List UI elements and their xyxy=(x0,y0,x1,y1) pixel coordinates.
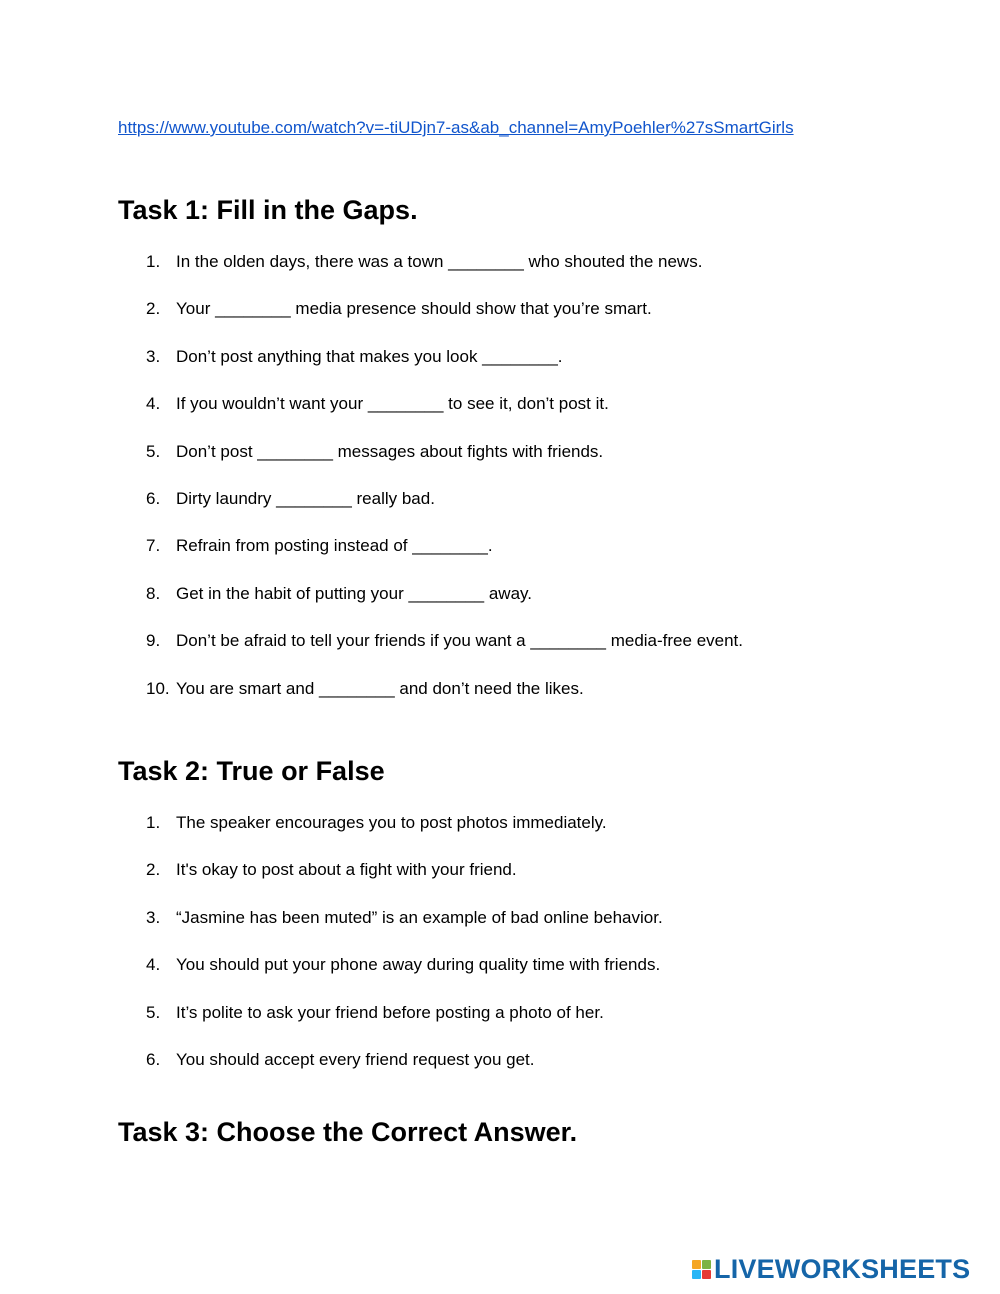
item-text: “Jasmine has been muted” is an example of bad online behavior. xyxy=(176,907,663,927)
item-number: 5. xyxy=(146,1002,161,1022)
item-number: 2. xyxy=(146,299,161,319)
item-number: 6. xyxy=(146,488,161,508)
logo-text: LIVEWORKSHEETS xyxy=(714,1253,971,1284)
logo-tile xyxy=(692,1260,701,1269)
list-item xyxy=(146,1050,663,1097)
item-text: Don’t post ________ messages about fights with friends. xyxy=(176,441,604,461)
logo-tile xyxy=(692,1270,701,1279)
list-item xyxy=(146,347,743,394)
list-item xyxy=(146,299,743,346)
item-number: 7. xyxy=(146,536,161,556)
item-text: It’s polite to ask your friend before posting a photo of her. xyxy=(176,1002,604,1022)
item-text: Dirty laundry ________ really bad. xyxy=(176,488,435,508)
list-item xyxy=(146,1003,663,1050)
item-number: 6. xyxy=(146,1049,161,1069)
task1-title: Task 1: Fill in the Gaps. xyxy=(118,195,418,225)
item-number: 4. xyxy=(146,394,161,414)
logo-tile xyxy=(702,1270,711,1279)
item-text: You are smart and ________ and don’t need the likes. xyxy=(176,678,584,698)
item-text: Don’t post anything that makes you look ________. xyxy=(176,346,563,366)
list-item xyxy=(146,860,663,907)
item-text: Don’t be afraid to tell your friends if you want a ________ media-free event. xyxy=(176,631,744,651)
item-number: 8. xyxy=(146,583,161,603)
youtube-link[interactable]: https://www.youtube.com/watch?v=-tiUDjn7-as&ab_channel=AmyPoehler%27sSmartGirls xyxy=(118,118,794,137)
item-text: In the olden days, there was a town ________ who shouted the news. xyxy=(176,252,703,271)
item-number: 3. xyxy=(146,907,161,927)
item-number: 3. xyxy=(146,346,161,366)
item-text: You should accept every friend request you get. xyxy=(176,1049,535,1069)
item-number: 5. xyxy=(146,441,161,461)
liveworksheets-logo xyxy=(692,1254,970,1284)
list-item xyxy=(146,813,663,860)
item-number: 2. xyxy=(146,860,161,880)
item-number: 10. xyxy=(146,678,170,698)
logo-tile xyxy=(702,1260,711,1269)
item-text: The speaker encourages you to post photos immediately. xyxy=(176,813,607,832)
list-item xyxy=(146,536,743,583)
list-item xyxy=(146,442,743,489)
task1-list xyxy=(146,252,743,726)
item-number: 9. xyxy=(146,631,161,651)
list-item xyxy=(146,394,743,441)
list-item xyxy=(146,955,663,1002)
item-number: 4. xyxy=(146,955,161,975)
list-item xyxy=(146,908,663,955)
item-text: Refrain from posting instead of ________. xyxy=(176,536,493,556)
task2-title: Task 2: True or False xyxy=(118,756,385,786)
item-number: 1. xyxy=(146,252,161,271)
list-item xyxy=(146,252,743,299)
item-text: It's okay to post about a fight with your friend. xyxy=(176,860,517,880)
task2-list xyxy=(146,813,663,1097)
list-item xyxy=(146,679,743,726)
list-item xyxy=(146,584,743,631)
item-text: Get in the habit of putting your ________ away. xyxy=(176,583,532,603)
liveworksheets-logo-icon xyxy=(692,1260,711,1279)
item-text: You should put your phone away during quality time with friends. xyxy=(176,955,661,975)
task3-title: Task 3: Choose the Correct Answer. xyxy=(118,1117,578,1147)
item-text: Your ________ media presence should show that you’re smart. xyxy=(176,299,652,319)
list-item xyxy=(146,489,743,536)
list-item xyxy=(146,631,743,678)
item-text: If you wouldn’t want your ________ to see it, don’t post it. xyxy=(176,394,609,414)
item-number: 1. xyxy=(146,813,161,832)
